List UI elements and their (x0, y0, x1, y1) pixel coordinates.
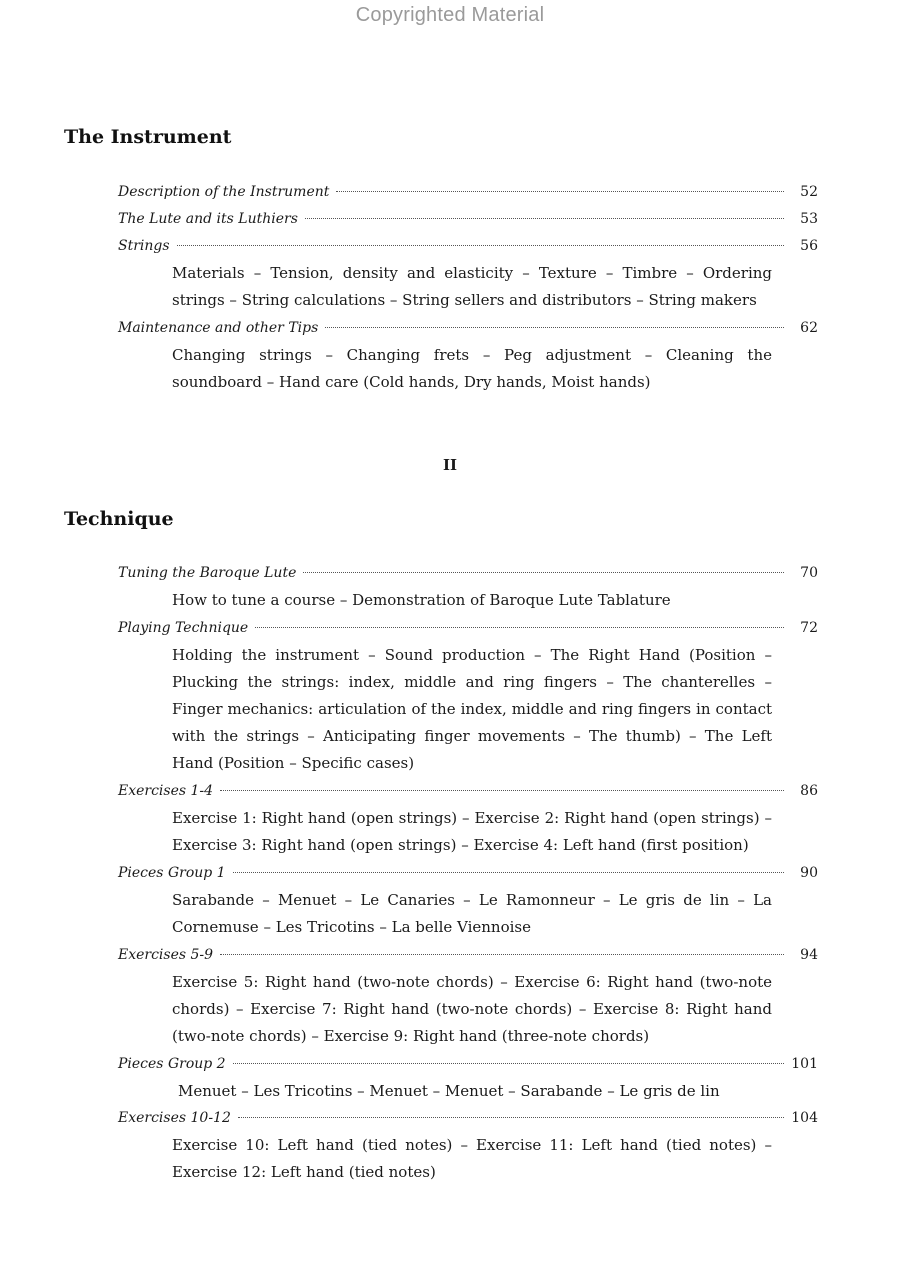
toc-entry-description: Holding the instrument – Sound production – The Right Hand (Position – Plucking the strings: index, middle and ring fingers – The chanterelles – Finger mechanics: articulation of the index, middle and ring fingers in contact with the strings – Anticipating finger movements – The thumb) – The Left Hand (Position – Specific cases) (172, 646, 772, 772)
toc-entry-description: Sarabande – Menuet – Le Canaries – Le Ramonneur – Le gris de lin – La Cornemuse – Les Tricotins – La belle Viennoise (172, 891, 772, 936)
toc-entry (118, 1108, 818, 1128)
toc-entry-title: Maintenance and other Tips (118, 320, 319, 336)
section-title-instrument: The Instrument (64, 126, 232, 148)
toc-entry-title: Tuning the Baroque Lute (118, 565, 297, 581)
toc-entry-title: Playing Technique (118, 620, 249, 636)
toc-entry-description: Exercise 10: Left hand (tied notes) – Exercise 11: Left hand (tied notes) – Exercise 12: Left hand (tied notes) (172, 1136, 772, 1181)
toc-entry-description: Exercise 5: Right hand (two-note chords) – Exercise 6: Right hand (two-note chords) – Exercise 7: Right hand (two-note chords) – Exercise 8: Right hand (two-note chords) – Exercise 9: Right hand (three-note chords) (172, 973, 772, 1045)
section-title-technique: Technique (64, 508, 174, 530)
toc-entry (118, 563, 818, 583)
toc-entry-title: Exercises 10-12 (118, 1110, 231, 1126)
toc-entry-page: 62 (800, 320, 818, 336)
toc-entry (118, 318, 818, 338)
dot-leader (177, 245, 784, 246)
toc-entry-page: 104 (791, 1110, 818, 1126)
copyright-watermark: Copyrighted Material (355, 4, 545, 26)
toc-entry-title: Pieces Group 2 (118, 1056, 226, 1072)
toc-entry (118, 863, 818, 883)
toc-entry-page: 101 (791, 1056, 818, 1072)
toc-entry-page: 56 (800, 238, 818, 254)
dot-leader (325, 327, 784, 328)
toc-entry-description: How to tune a course – Demonstration of Baroque Lute Tablature (172, 591, 671, 609)
dot-leader (233, 1063, 784, 1064)
dot-leader (255, 627, 784, 628)
toc-entry-description: Changing strings – Changing frets – Peg adjustment – Cleaning the soundboard – Hand care (Cold hands, Dry hands, Moist hands) (172, 346, 772, 391)
dot-leader (233, 872, 784, 873)
dot-leader (303, 572, 784, 573)
toc-entry-title: The Lute and its Luthiers (118, 211, 298, 227)
toc-entry-page: 53 (800, 211, 818, 227)
toc-entry-page: 86 (800, 783, 818, 799)
dot-leader (238, 1117, 784, 1118)
toc-entry (118, 236, 818, 256)
toc-entry-page: 72 (800, 620, 818, 636)
dot-leader (220, 954, 784, 955)
toc-entry-title: Exercises 1-4 (118, 783, 214, 799)
toc-entry (118, 1054, 818, 1074)
toc-entry-page: 94 (800, 947, 818, 963)
toc-entry-title: Strings (118, 238, 170, 254)
dot-leader (305, 218, 784, 219)
toc-entry-page: 90 (800, 865, 818, 881)
toc-entry-description: Menuet – Les Tricotins – Menuet – Menuet – Sarabande – Le gris de lin (178, 1082, 720, 1100)
toc-entry-page: 70 (800, 565, 818, 581)
toc-entry (118, 618, 818, 638)
toc-entry-title: Pieces Group 1 (118, 865, 226, 881)
toc-entry-page: 52 (800, 184, 818, 200)
toc-entry (118, 945, 818, 965)
toc-entry-description: Materials – Tension, density and elasticity – Texture – Timbre – Ordering strings – String calculations – String sellers and distributors – String makers (172, 264, 772, 309)
toc-entry-description: Exercise 1: Right hand (open strings) – Exercise 2: Right hand (open strings) – Exercise 3: Right hand (open strings) – Exercise 4: Left hand (first position) (172, 809, 772, 854)
part-numeral: II (442, 456, 458, 474)
toc-entry-title: Exercises 5-9 (118, 947, 214, 963)
dot-leader (220, 790, 784, 791)
toc-entry (118, 182, 818, 202)
toc-entry-title: Description of the Instrument (118, 184, 330, 200)
dot-leader (336, 191, 784, 192)
toc-entry (118, 209, 818, 229)
toc-entry (118, 781, 818, 801)
